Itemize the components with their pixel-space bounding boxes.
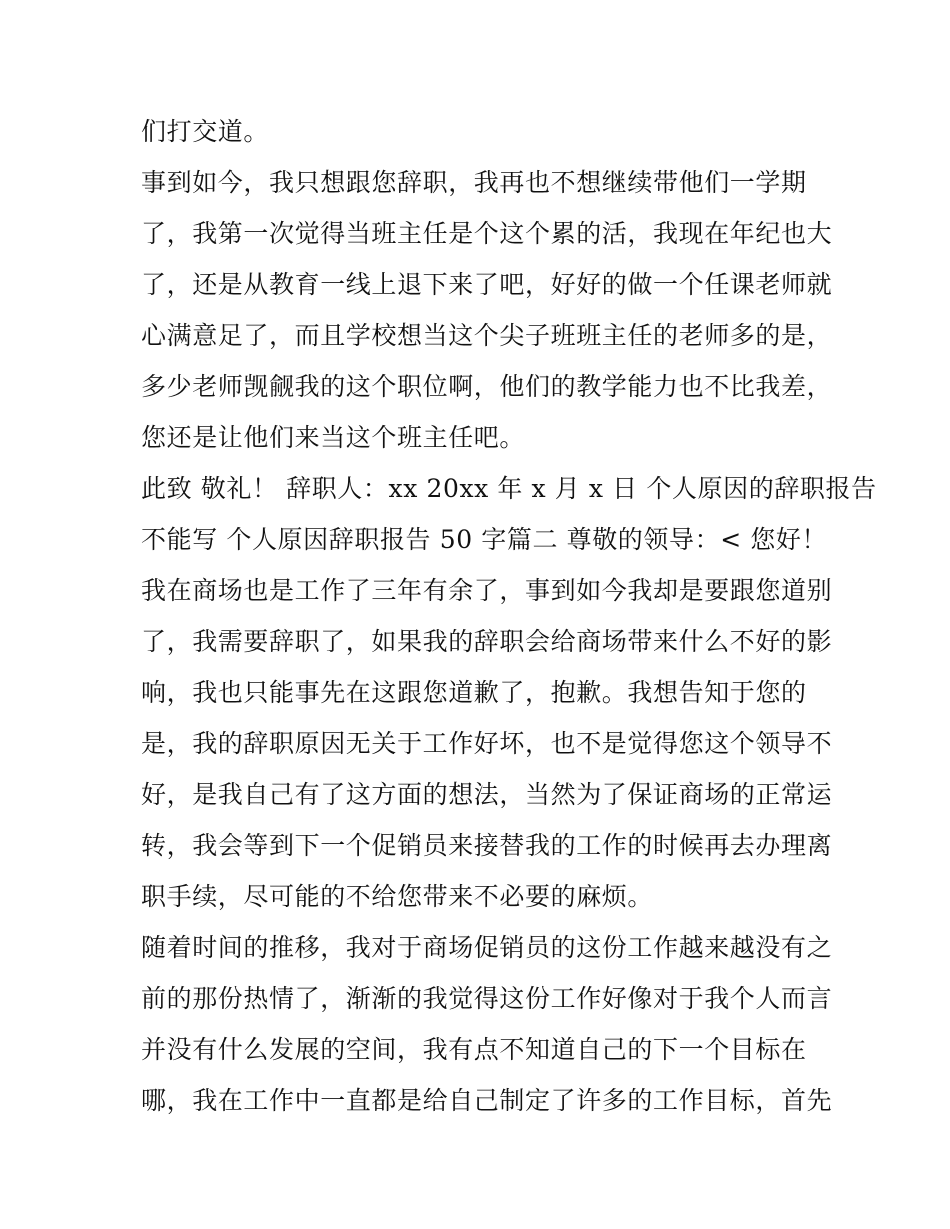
text-line: 了，我第一次觉得当班主任是个这个累的活，我现在年纪也大 [141,219,833,248]
document-body [141,106,877,1126]
text-line: 转，我会等到下一个促销员来接替我的工作的时候再去办理离 [141,831,833,860]
text-line: 是，我的辞职原因无关于工作好坏，也不是觉得您这个领导不 [141,729,833,758]
text-line: 哪，我在工作中一直都是给自己制定了许多的工作目标，首先 [141,1086,833,1115]
text-line: 了，还是从教育一线上退下来了吧，好好的做一个任课老师就 [141,270,833,299]
text-line: 多少老师觊觎我的这个职位啊，他们的教学能力也不比我差， [141,372,833,401]
text-line: 不能写 个人原因辞职报告 50 字篇二 尊敬的领导：< 您好！ [141,525,828,554]
text-line: 职手续，尽可能的不给您带来不必要的麻烦。 [141,882,654,911]
text-line: 事到如今，我只想跟您辞职，我再也不想继续带他们一学期 [141,168,807,197]
text-line: 心满意足了，而且学校想当这个尖子班班主任的老师多的是， [141,321,833,350]
text-line: 此致 敬礼！ 辞职人：xx 20xx 年 x 月 x 日 个人原因的辞职报告 [141,474,877,503]
text-line: 我在商场也是工作了三年有余了，事到如今我却是要跟您道别 [141,576,833,605]
text-line: 并没有什么发展的空间，我有点不知道自己的下一个目标在 [141,1035,807,1064]
text-line: 前的那份热情了，渐渐的我觉得这份工作好像对于我个人而言 [141,984,833,1013]
text-line: 们打交道。 [141,117,270,146]
text-line: 响，我也只能事先在这跟您道歉了，抱歉。我想告知于您的 [141,678,807,707]
text-line: 了，我需要辞职了，如果我的辞职会给商场带来什么不好的影 [141,627,833,656]
text-line: 好，是我自己有了这方面的想法，当然为了保证商场的正常运 [141,780,833,809]
text-line: 随着时间的推移，我对于商场促销员的这份工作越来越没有之 [141,933,833,962]
text-line: 您还是让他们来当这个班主任吧。 [141,423,526,452]
